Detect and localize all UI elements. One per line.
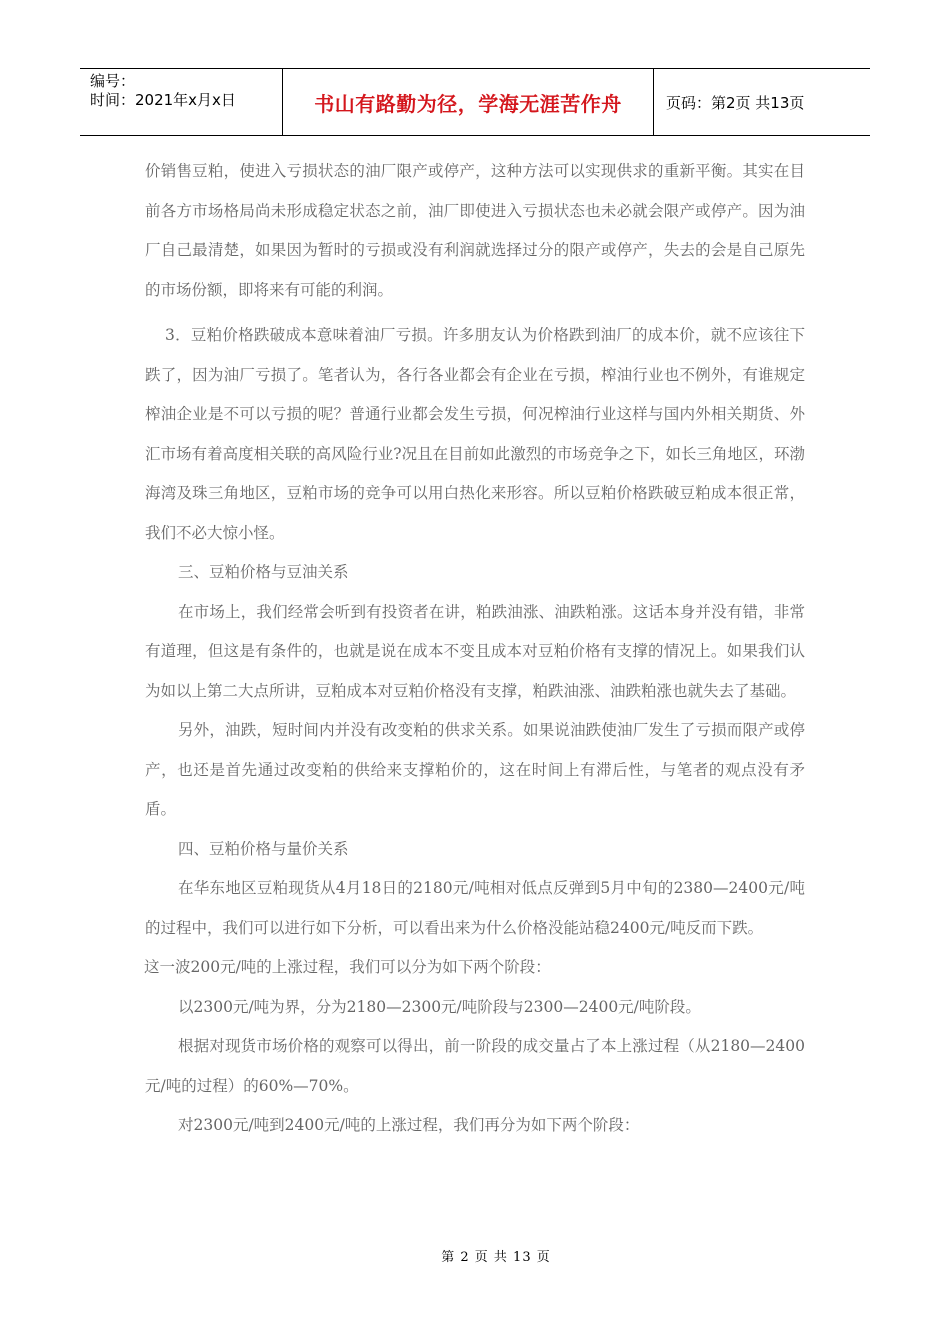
paragraph-oil-drop: 另外，油跌，短时间内并没有改变粕的供求关系。如果说油跌使油厂发生了亏损而限产或停产，也还是首先通过改变粕的供给来支撑粕价的，这在时间上有滞后性，与笔者的观点没有矛盾。 [145,721,805,818]
header-motto-cell [282,69,654,135]
paragraph-soybean-oil: 在市场上，我们经常会听到有投资者在讲，粕跌油涨、油跌粕涨。这话本身并没有错，非常有道理，但这是有条件的，也就是说在成本不变且成本对豆粕价格有支撑的情况上。如果我们认为如以上第二大点所讲，豆粕成本对豆粕价格没有支撑，粕跌油涨、油跌粕涨也就失去了基础。 [145,602,805,700]
header-motto: 书山有路勤为径，学海无涯苦作舟 [314,91,622,116]
section-heading-4: 四、豆粕价格与量价关系 [178,839,349,858]
paragraph-two-stages: 这一波200元/吨的上涨过程，我们可以分为如下两个阶段： [144,958,551,976]
section-heading-3: 三、豆粕价格与豆油关系 [178,563,349,581]
paragraph-observation: 根据对现货市场价格的观察可以得出，前一阶段的成交量占了本上涨过程（从2180—2400元/吨的过程）的60%—70%。 [145,1037,805,1095]
paragraph-point-3: 3．豆粕价格跌破成本意味着油厂亏损。许多朋友认为价格跌到油厂的成本价，就不应该往下跌了，因为油厂亏损了。笔者认为，各行各业都会有企业在亏损，榨油行业也不例外，有谁规定榨油企业是不可以亏损的呢？普通行业都会发生亏损，何况榨油行业这样与国内外相关期货、外汇市场有着高度相关联的高风险行业?况且在目前如此激烈的市场竞争之下，如长三角地区，环渤海湾及珠三角地区，豆粕市场的竞争可以用白热化来形容。所以豆粕价格跌破豆粕成本很正常，我们不必大惊小怪。 [145,326,805,542]
header-meta [80,69,282,135]
document-time: 时间：2021年x月x日 [90,91,236,109]
header-page-code: 页码：第2页 共13页 [666,93,805,112]
paragraph-second-split: 对2300元/吨到2400元/吨的上涨过程，我们再分为如下两个阶段： [178,1116,640,1134]
paragraph-continued: 价销售豆粕，使进入亏损状态的油厂限产或停产，这种方法可以实现供求的重新平衡。其实在目前各方市场格局尚未形成稳定状态之前，油厂即使进入亏损状态也未必就会限产或停产。因为油厂自己最清楚，如果因为暂时的亏损或没有利润就选择过分的限产或停产，失去的会是自己原先的市场份额，即将来有可能的利润。 [145,162,805,299]
document-number-label: 编号： [90,72,136,90]
paragraph-boundary: 以2300元/吨为界，分为2180—2300元/吨阶段与2300—2400元/吨阶段。 [178,997,701,1016]
page-footer: 第 2 页 共 13 页 [441,1250,551,1265]
document-body [145,152,805,1146]
paragraph-east-china: 在华东地区豆粕现货从4月18日的2180元/吨相对低点反弹到5月中旬的2380—2400元/吨的过程中，我们可以进行如下分析，可以看出来为什么价格没能站稳2400元/吨反而下跌。 [145,879,805,937]
header-table [80,68,870,136]
